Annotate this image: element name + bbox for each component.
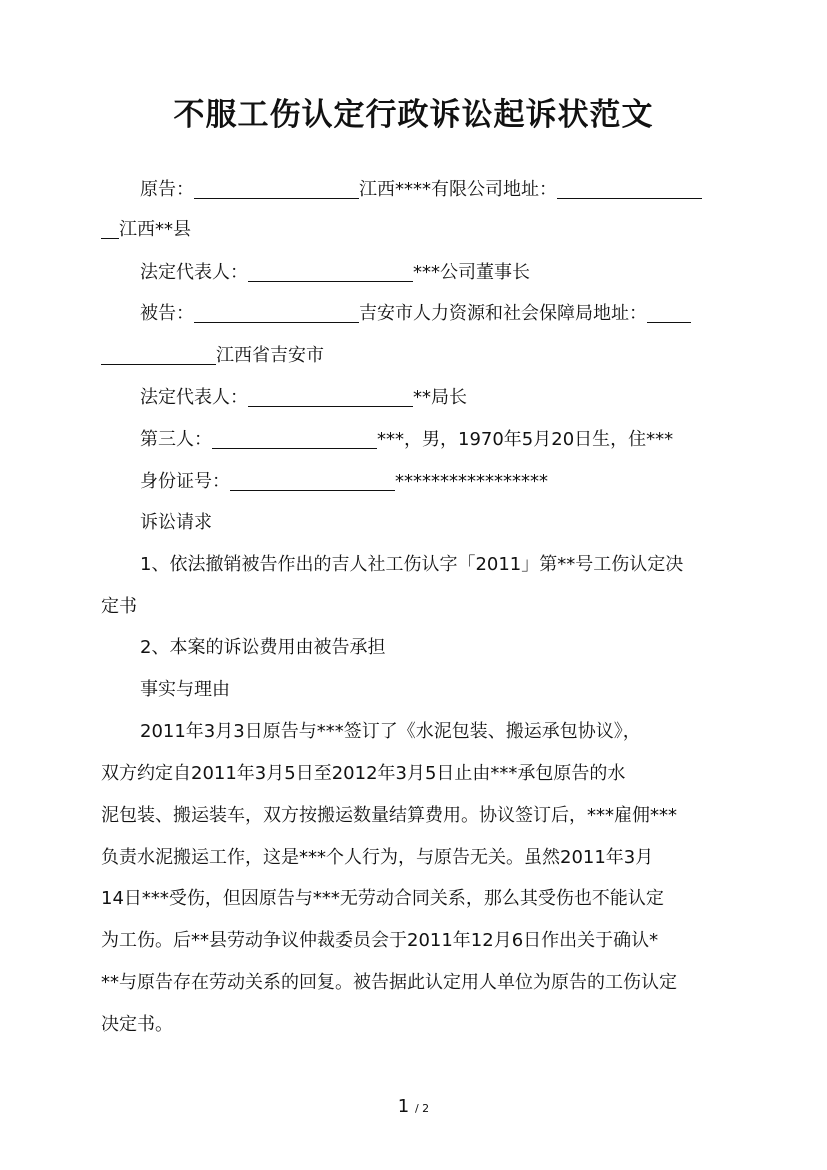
claim-1-line-1: 1、依法撤销被告作出的吉人社工伤认字「2011」第**号工伤认定决 xyxy=(140,554,684,575)
facts-line: 2011年3月3日原告与***签订了《水泥包装、搬运承包协议》， xyxy=(140,721,641,742)
claim-2: 2、本案的诉讼费用由被告承担 xyxy=(140,637,386,658)
defendant-label: 被告： xyxy=(140,303,194,324)
document-title: 不服工伤认定行政诉讼起诉状范文 xyxy=(173,97,654,133)
id-value: ***************** xyxy=(395,471,548,492)
blank-underline xyxy=(230,472,395,491)
plaintiff-address-line xyxy=(101,220,191,239)
claims-heading: 诉讼请求 xyxy=(140,512,212,533)
claim-1-line-2: 定书 xyxy=(101,596,137,617)
third-party-line xyxy=(140,430,673,449)
plaintiff-rep-line xyxy=(140,263,530,282)
blank-underline xyxy=(557,180,702,199)
plaintiff-line xyxy=(140,180,702,199)
id-label: 身份证号： xyxy=(140,471,230,492)
facts-line: **与原告存在劳动关系的回复。被告据此认定用人单位为原告的工伤认定 xyxy=(101,972,677,993)
facts-line: 负责水泥搬运工作，这是***个人行为，与原告无关。虽然2011年3月 xyxy=(101,847,654,868)
plaintiff-rep: ***公司董事长 xyxy=(413,262,530,283)
facts-heading: 事实与理由 xyxy=(140,679,230,700)
facts-line: 决定书。 xyxy=(101,1014,173,1035)
plaintiff-address: 江西**县 xyxy=(119,219,191,240)
blank-underline xyxy=(248,388,413,407)
blank-underline xyxy=(647,304,691,323)
blank-underline xyxy=(194,180,359,199)
page-number: 1 xyxy=(397,1096,410,1117)
defendant-rep-line xyxy=(140,388,467,407)
third-party-value: ***，男，1970年5月20日生，住*** xyxy=(377,429,674,450)
defendant-rep: **局长 xyxy=(413,387,467,408)
blank-underline xyxy=(212,430,377,449)
facts-line: 为工伤。后**县劳动争议仲裁委员会于2011年12月6日作出关于确认* xyxy=(101,930,659,951)
facts-line: 双方约定自2011年3月5日至2012年3月5日止由***承包原告的水 xyxy=(101,763,626,784)
defendant-name: 吉安市人力资源和社会保障局地址： xyxy=(359,303,647,324)
page-total: / 2 xyxy=(414,1102,430,1115)
blank-underline xyxy=(101,220,119,239)
plaintiff-name: 江西****有限公司地址： xyxy=(359,179,557,200)
defendant-rep-label: 法定代表人： xyxy=(140,387,248,408)
page-indicator xyxy=(0,1098,827,1116)
defendant-address: 江西省吉安市 xyxy=(216,345,324,366)
blank-underline xyxy=(101,346,216,365)
defendant-address-line xyxy=(101,346,324,365)
id-line xyxy=(140,472,548,491)
blank-underline xyxy=(194,304,359,323)
facts-line: 泥包装、搬运装车，双方按搬运数量结算费用。协议签订后，***雇佣*** xyxy=(101,805,677,826)
plaintiff-rep-label: 法定代表人： xyxy=(140,262,248,283)
facts-line: 14日***受伤，但因原告与***无劳动合同关系，那么其受伤也不能认定 xyxy=(101,888,664,909)
third-party-label: 第三人： xyxy=(140,429,212,450)
plaintiff-label: 原告： xyxy=(140,179,194,200)
blank-underline xyxy=(248,263,413,282)
defendant-line xyxy=(140,304,691,323)
